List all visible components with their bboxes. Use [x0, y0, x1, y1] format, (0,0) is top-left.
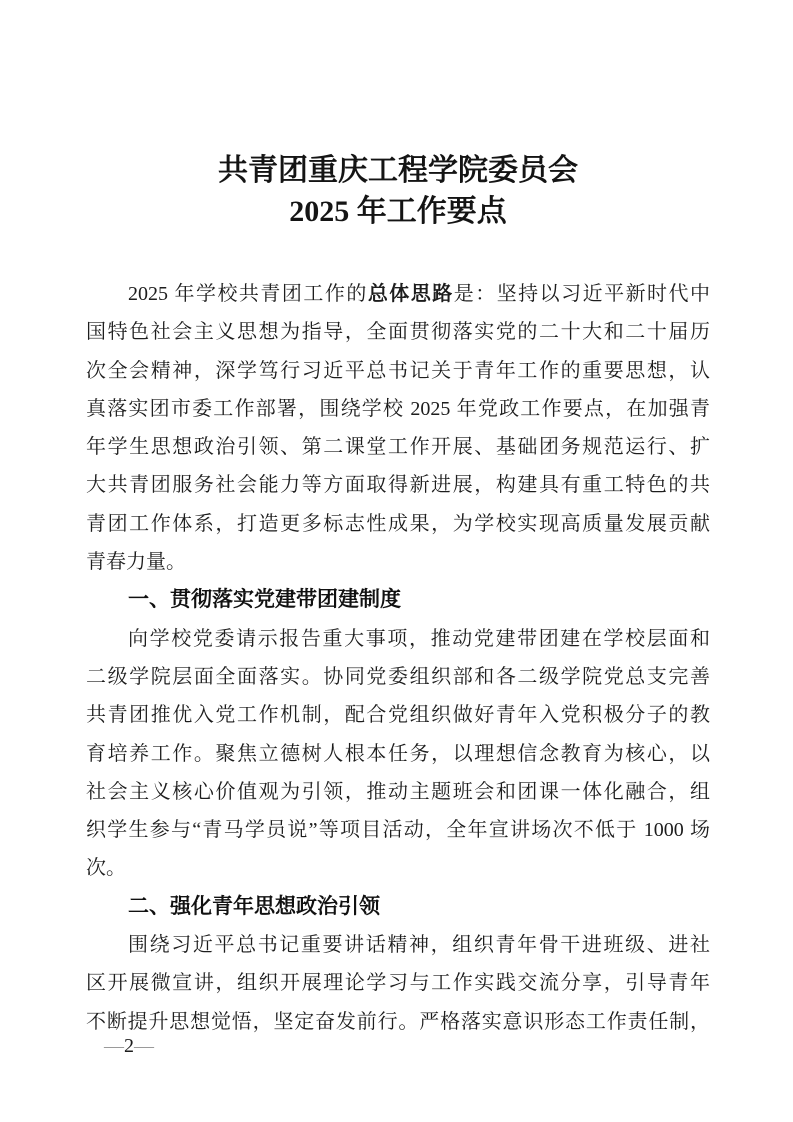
text-run: 不断提升思想觉悟，坚定奋发前行。严格落实意识形态工作责任制，: [86, 1010, 710, 1033]
document-line: [86, 428, 710, 466]
bold-text-run: 总体思路: [367, 283, 454, 305]
text-run: 社会主义核心价值观为引领，推动主题班会和团课一体化融合，组: [86, 780, 710, 803]
text-run: 区开展微宣讲，组织开展理论学习与工作实践交流分享，引导青年: [86, 972, 710, 995]
text-run: 育培养工作。聚焦立德树人根本任务，以理想信念教育为核心，以: [86, 742, 710, 765]
text-run: 织学生参与“青马学员说”等项目活动，全年宣讲场次不低于 1000 场: [86, 819, 710, 842]
text-run: 青团工作体系，打造更多标志性成果，为学校实现高质量发展贡献: [86, 512, 710, 535]
text-run: 围绕习近平总书记重要讲话精神，组织青年骨干进班级、进社: [128, 934, 710, 957]
text-run: 是：坚持以习近平新时代中: [453, 283, 710, 305]
document-line: [86, 658, 710, 696]
text-run: 2025 年学校共青团工作的: [128, 283, 368, 305]
document-line: [86, 505, 710, 543]
document-line: [86, 1003, 710, 1041]
page-number: [104, 1034, 154, 1058]
text-run: 青春力量。: [86, 551, 186, 574]
document-line: [86, 696, 710, 734]
page-number-value: 2: [124, 1035, 134, 1057]
text-run: 二级学院层面全面落实。协同党委组织部和各二级学院党总支完善: [86, 665, 710, 688]
text-run: 国特色社会主义思想为指导，全面贯彻落实党的二十大和二十届历: [86, 321, 710, 344]
text-run: 次。: [86, 857, 126, 880]
page-number-dash-right: —: [134, 1035, 154, 1057]
text-run: 共青团推优入党工作机制，配合党组织做好青年入党积极分子的教: [86, 704, 710, 727]
document-line: [86, 620, 710, 658]
section-heading: [86, 581, 710, 619]
document-line: [86, 811, 710, 849]
document-line: [86, 275, 710, 313]
text-run: 大共青团服务社会能力等方面取得新进展，构建具有重工特色的共: [86, 474, 710, 497]
text-run: 真落实团市委工作部署，围绕学校 2025 年党政工作要点，在加强青: [86, 397, 710, 420]
text-run: 次全会精神，深学笃行习近平总书记关于青年工作的重要思想，认: [86, 359, 710, 382]
document-line: [86, 735, 710, 773]
title-line-2: 2025 年工作要点: [289, 195, 507, 228]
text-run: 一、贯彻落实党建带团建制度: [128, 588, 401, 612]
page-number-dash-left: —: [104, 1035, 124, 1057]
document-line: [86, 466, 710, 504]
section-heading: [86, 888, 710, 926]
document-line: [86, 926, 710, 964]
document-line: [86, 352, 710, 390]
text-run: 年学生思想政治引领、第二课堂工作开展、基础团务规范运行、扩: [86, 436, 710, 459]
document-line: [86, 390, 710, 428]
document-line: [86, 543, 710, 581]
document-title: [86, 150, 710, 232]
title-line-1: 共青团重庆工程学院委员会: [218, 154, 578, 187]
document-line: [86, 773, 710, 811]
document-line: [86, 964, 710, 1002]
text-run: 二、强化青年思想政治引领: [128, 894, 380, 918]
document-body: [86, 275, 710, 1041]
document-line: [86, 849, 710, 887]
document-line: [86, 313, 710, 351]
text-run: 向学校党委请示报告重大事项，推动党建带团建在学校层面和: [128, 627, 710, 650]
